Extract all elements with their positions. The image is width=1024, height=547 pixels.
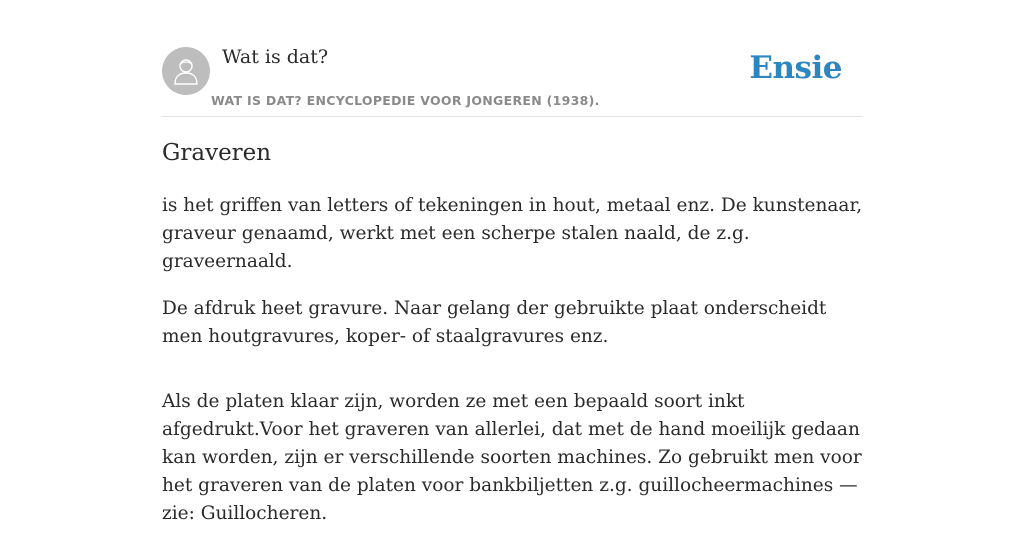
source-link[interactable]: WAT IS DAT? ENCYCLOPEDIE VOOR JONGEREN (1938). (211, 93, 600, 108)
entry-content (162, 192, 872, 547)
entry-title: Graveren (162, 140, 272, 166)
entry-header (162, 0, 862, 117)
page-container (162, 0, 863, 524)
author-name[interactable]: Wat is dat? (222, 46, 329, 68)
entry-paragraph: De afdruk heet gravure. Naar gelang der gebruikte plaat onderscheidt men houtgravures, koper- of staalgravures enz. (162, 298, 827, 347)
entry-paragraph: is het griffen van letters of tekeningen in hout, metaal enz. De kunstenaar, graveur genaamd, werkt met een scherpe stalen naald, de z.g. graveernaald. (162, 195, 863, 272)
user-icon (171, 56, 201, 86)
entry-paragraph: Als de platen klaar zijn, worden ze met een bepaald soort inkt afgedrukt.Voor het graveren van allerlei, dat met de hand moeilijk gedaan kan worden, zijn er verschillende soorten machines. Zo gebruikt men voor het graveren van de platen voor bankbiljetten z.g. guillocheermachines — zie: Guillocheren. (162, 391, 862, 524)
author-avatar[interactable] (162, 47, 210, 95)
brand-logo[interactable]: Ensie (749, 50, 842, 86)
